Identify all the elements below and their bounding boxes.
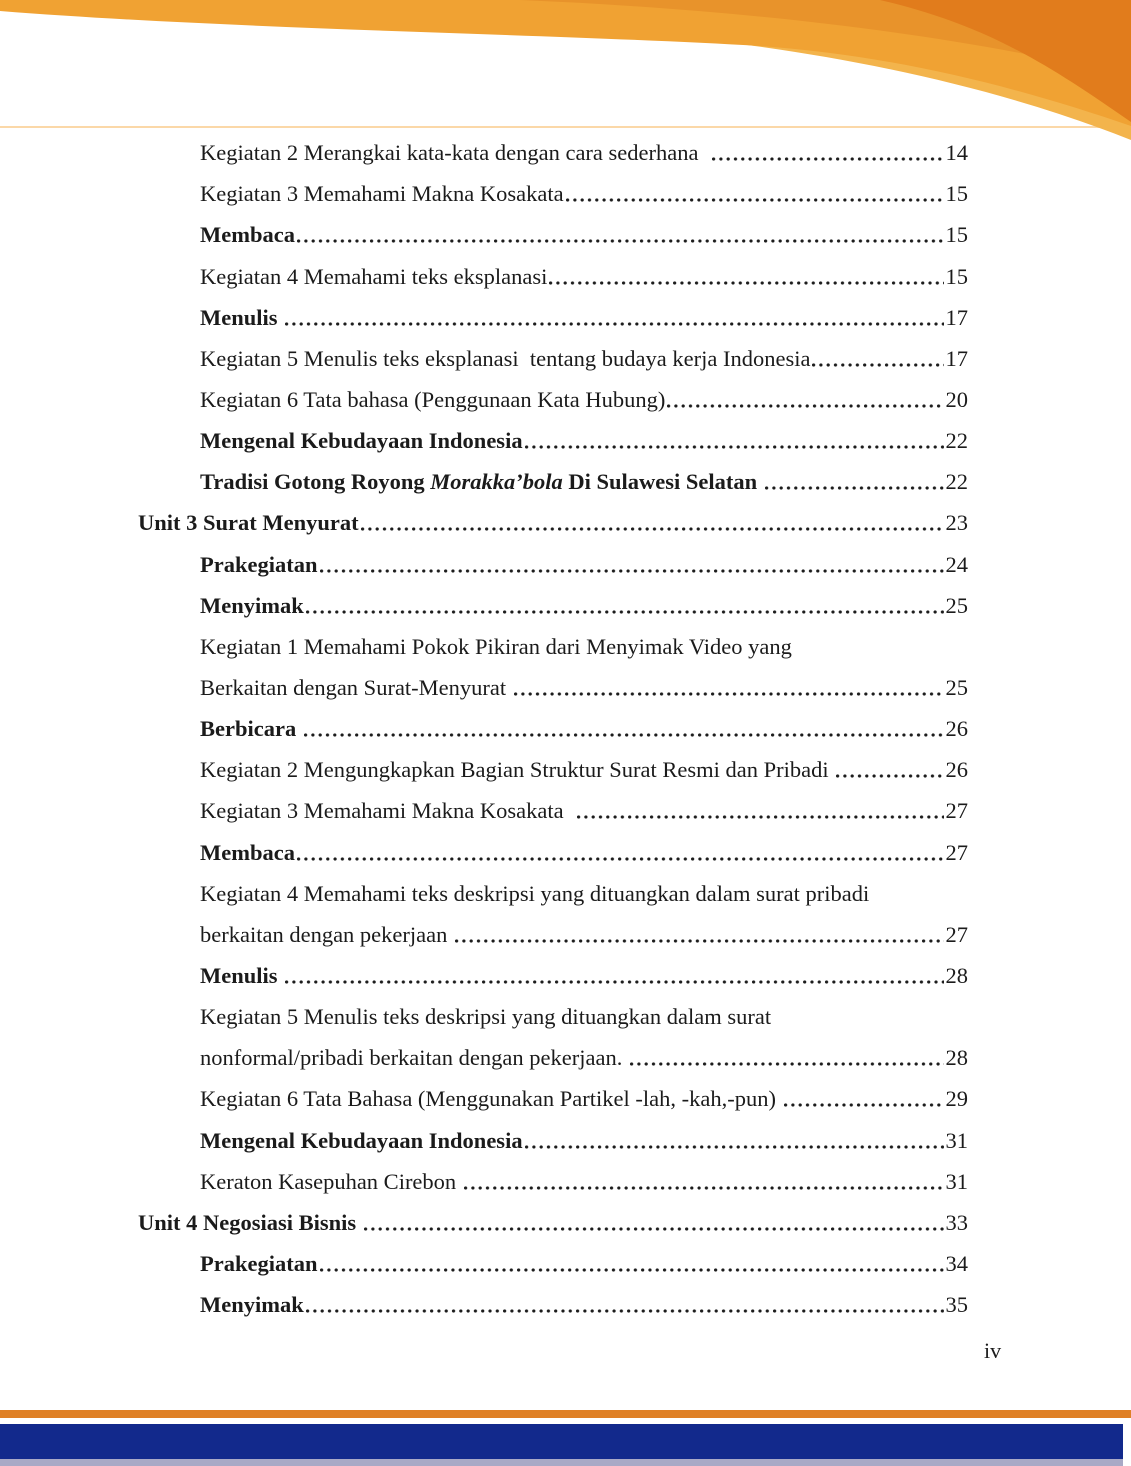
toc-page-number: 20 bbox=[945, 386, 968, 412]
toc-entry-label: Unit 3 Surat Menyurat bbox=[138, 510, 359, 536]
toc-entry-label: Mengenal Kebudayaan Indonesia bbox=[200, 1127, 523, 1153]
toc-leader-dots bbox=[566, 198, 944, 202]
toc-leader-dots bbox=[525, 445, 944, 449]
toc-page-number: 26 bbox=[945, 716, 968, 742]
toc-entry-label: Kegiatan 6 Tata Bahasa (Menggunakan Partikel -lah, -kah,-pun) bbox=[200, 1086, 782, 1112]
toc-entry bbox=[138, 166, 968, 207]
toc-entry-label: Keraton Kasepuhan Cirebon bbox=[200, 1168, 462, 1194]
page-number: iv bbox=[984, 1338, 1002, 1363]
toc-entry bbox=[138, 866, 968, 907]
toc-entry-label: Kegiatan 1 Memahami Pokok Pikiran dari Menyimak Video yang bbox=[200, 633, 792, 659]
toc-entry-label: Prakegiatan bbox=[200, 551, 318, 577]
toc-entry-label: Menulis bbox=[200, 304, 284, 330]
toc-page-number: 27 bbox=[945, 798, 968, 824]
toc-entry-label: Kegiatan 2 Merangkai kata-kata dengan cara sederhana bbox=[200, 140, 710, 166]
toc-leader-dots bbox=[630, 1062, 944, 1066]
toc-leader-dots bbox=[765, 486, 944, 490]
toc-entry-label: Kegiatan 5 Menulis teks eksplanasi tentang budaya kerja Indonesia bbox=[200, 345, 811, 371]
toc-leader-dots bbox=[525, 1145, 944, 1149]
toc-leader-dots bbox=[304, 733, 944, 737]
footer-blue-bar bbox=[0, 1424, 1123, 1459]
toc-entry bbox=[138, 331, 968, 372]
toc-entry-label: Berkaitan dengan Surat-Menyurat bbox=[200, 674, 512, 700]
toc-entry-label: Membaca bbox=[200, 222, 295, 248]
toc-entry bbox=[138, 783, 968, 824]
toc-page-number: 23 bbox=[945, 510, 968, 536]
toc-entry bbox=[138, 701, 968, 742]
toc-page-number: 15 bbox=[945, 263, 968, 289]
toc-list bbox=[138, 125, 968, 1318]
toc-entry bbox=[138, 454, 968, 495]
toc-page-number: 27 bbox=[945, 839, 968, 865]
toc-entry-label: Prakegiatan bbox=[200, 1250, 318, 1276]
toc-page-number: 14 bbox=[945, 140, 968, 166]
toc-leader-dots bbox=[514, 692, 944, 696]
toc-entry bbox=[138, 125, 968, 166]
toc-leader-dots bbox=[320, 569, 944, 573]
toc-entry-label: berkaitan dengan pekerjaan bbox=[200, 921, 453, 947]
toc-leader-dots bbox=[285, 980, 943, 984]
toc-entry-label: Menyimak bbox=[200, 1292, 304, 1318]
footer-bottom-strip bbox=[0, 1459, 1123, 1466]
toc-entry bbox=[138, 1236, 968, 1277]
toc-leader-dots bbox=[297, 239, 944, 243]
toc-entry bbox=[138, 660, 968, 701]
toc-page-number: 17 bbox=[945, 345, 968, 371]
toc-leader-dots bbox=[285, 322, 943, 326]
toc-entry-label: Berbicara bbox=[200, 716, 302, 742]
toc-page-number: 22 bbox=[945, 469, 968, 495]
toc-entry bbox=[138, 578, 968, 619]
toc-entry bbox=[138, 372, 968, 413]
toc-page-number: 35 bbox=[945, 1292, 968, 1318]
toc-leader-dots bbox=[364, 1227, 944, 1231]
toc-entry bbox=[138, 1071, 968, 1112]
toc-leader-dots bbox=[320, 1268, 944, 1272]
toc-entry bbox=[138, 207, 968, 248]
toc-page-number: 15 bbox=[945, 181, 968, 207]
toc-entry bbox=[138, 1112, 968, 1153]
toc-entry-label: Kegiatan 6 Tata bahasa (Penggunaan Kata Hubung) bbox=[200, 386, 666, 412]
toc-page-number: 28 bbox=[945, 962, 968, 988]
toc-entry bbox=[138, 948, 968, 989]
toc-entry-label: Kegiatan 3 Memahami Makna Kosakata bbox=[200, 798, 575, 824]
toc-entry bbox=[138, 1277, 968, 1318]
toc-entry-label: Mengenal Kebudayaan Indonesia bbox=[200, 428, 523, 454]
toc-page-number: 25 bbox=[945, 592, 968, 618]
toc-entry bbox=[138, 290, 968, 331]
toc-entry bbox=[138, 907, 968, 948]
toc-page-number: 25 bbox=[945, 674, 968, 700]
toc-entry bbox=[138, 1195, 968, 1236]
footer-orange-bar bbox=[0, 1410, 1131, 1418]
toc-entry bbox=[138, 989, 968, 1030]
toc-page-number: 31 bbox=[945, 1168, 968, 1194]
toc-leader-dots bbox=[667, 404, 943, 408]
toc-page-number: 33 bbox=[945, 1209, 968, 1235]
toc-page-number: 27 bbox=[945, 921, 968, 947]
toc-entry-label: Tradisi Gotong Royong Morakka’bola Di Sulawesi Selatan bbox=[200, 469, 763, 495]
toc-page-number: 29 bbox=[945, 1086, 968, 1112]
toc-entry bbox=[138, 619, 968, 660]
toc-entry-label: Menyimak bbox=[200, 592, 304, 618]
toc-entry-label: Membaca bbox=[200, 839, 295, 865]
toc-entry bbox=[138, 1030, 968, 1071]
toc-entry bbox=[138, 413, 968, 454]
toc-page-number: 28 bbox=[945, 1045, 968, 1071]
toc-entry-label: Menulis bbox=[200, 962, 284, 988]
toc-page-number: 22 bbox=[945, 428, 968, 454]
toc-entry-label: Kegiatan 2 Mengungkapkan Bagian Struktur Surat Resmi dan Pribadi bbox=[200, 757, 835, 783]
toc-entry bbox=[138, 1154, 968, 1195]
toc-entry bbox=[138, 742, 968, 783]
toc-leader-dots bbox=[836, 774, 943, 778]
toc-entry-label: nonformal/pribadi berkaitan dengan pekerjaan. bbox=[200, 1045, 628, 1071]
toc-entry-label: Kegiatan 3 Memahami Makna Kosakata bbox=[200, 181, 564, 207]
toc-leader-dots bbox=[464, 1186, 944, 1190]
toc-leader-dots bbox=[577, 815, 944, 819]
toc-page-number: 24 bbox=[945, 551, 968, 577]
toc-leader-dots bbox=[784, 1103, 944, 1107]
toc-leader-dots bbox=[361, 527, 944, 531]
toc-page-number: 26 bbox=[945, 757, 968, 783]
toc-entry bbox=[138, 824, 968, 865]
toc-leader-dots bbox=[812, 363, 943, 367]
toc-leader-dots bbox=[712, 157, 944, 161]
toc-page-number: 17 bbox=[945, 304, 968, 330]
toc-page-number: 15 bbox=[945, 222, 968, 248]
toc-entry bbox=[138, 536, 968, 577]
toc-entry bbox=[138, 248, 968, 289]
toc-entry-label: Unit 4 Negosiasi Bisnis bbox=[138, 1209, 362, 1235]
toc-leader-dots bbox=[455, 939, 944, 943]
toc-page-number: 34 bbox=[945, 1250, 968, 1276]
toc-leader-dots bbox=[306, 610, 944, 614]
toc-entry-label: Kegiatan 4 Memahami teks deskripsi yang dituangkan dalam surat pribadi bbox=[200, 880, 870, 906]
header-swoosh-graphic bbox=[0, 0, 1131, 140]
page-header bbox=[0, 0, 1131, 140]
toc-leader-dots bbox=[297, 857, 944, 861]
toc-entry bbox=[138, 495, 968, 536]
toc-page-number: 31 bbox=[945, 1127, 968, 1153]
toc-entry-label: Kegiatan 5 Menulis teks deskripsi yang dituangkan dalam surat bbox=[200, 1004, 772, 1030]
toc-leader-dots bbox=[306, 1309, 944, 1313]
toc-entry-label: Kegiatan 4 Memahami teks eksplanasi bbox=[200, 263, 548, 289]
toc-leader-dots bbox=[549, 281, 943, 285]
